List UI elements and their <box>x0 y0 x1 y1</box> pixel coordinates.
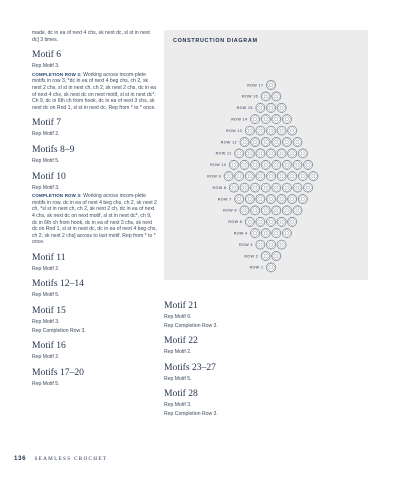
motif-icon <box>235 149 244 158</box>
row-label: ROW 6 <box>223 208 237 213</box>
section-motifs-12-14 <box>32 278 157 299</box>
motif-icon <box>282 229 291 238</box>
completion-text: Working across incom-plete motifs in row, dc in ea of next 4 beg chs, ch 2, sk next 2 ch, *sl st in next ch, ch 2, sk next 2 ch, dc in ea of next 4 chs, sk next dc on next motif, sl st in next dc*, ch 9, dc in 6th ch from hook, dc in ea of next 3 chs, sk next dc on Rnd 1, sl st in next dc, dc in ea of next 4 beg chs, ch 2, sk next 2 chs] across to last motif. Rep from * to * once. <box>32 193 157 246</box>
motif-icon <box>245 126 254 135</box>
motif-icon <box>256 194 265 203</box>
section-motif-10 <box>32 171 157 246</box>
instruction-line: Rep Motif 2. <box>32 131 60 138</box>
row-label: ROW 12 <box>220 140 237 145</box>
motif-icon <box>266 80 275 89</box>
motif-icon <box>288 126 297 135</box>
completion-row-3 <box>32 193 157 246</box>
section-title: Motif 28 <box>164 388 198 400</box>
motif-icon <box>266 149 275 158</box>
section-title: Motif 6 <box>32 49 62 61</box>
intro-text: made, dc in ea of next 4 chs, sk next dc, sl st in next dc] 3 times. <box>32 30 150 43</box>
section-title: Motif 16 <box>32 340 66 352</box>
motif-icon <box>272 115 281 124</box>
motif-icon <box>266 126 275 135</box>
row-label: ROW 15 <box>236 106 253 111</box>
motif-icon <box>266 194 275 203</box>
instruction-line: Rep Motif 3. <box>32 63 60 70</box>
motif-icon <box>240 206 249 215</box>
motif-icon <box>298 172 307 181</box>
motif-icon <box>224 172 233 181</box>
motif-icon <box>277 126 286 135</box>
row-label: ROW 16 <box>241 94 259 99</box>
motif-icon <box>282 115 291 124</box>
motif-icon <box>293 137 302 146</box>
motif-icon <box>251 206 260 215</box>
book-title: SEAMLESS CROCHET <box>34 456 108 462</box>
section-title: Motif 21 <box>164 300 198 311</box>
section-motif-16 <box>32 340 157 361</box>
section-motif-21 <box>164 300 368 329</box>
motif-icon <box>256 149 265 158</box>
completion-label: COMPLETION ROW 3: <box>32 193 82 199</box>
row-label: ROW 3 <box>239 242 253 247</box>
motif-icon <box>304 160 313 169</box>
row-label: ROW 14 <box>231 117 248 122</box>
motif-icon <box>251 115 260 124</box>
motif-icon <box>256 240 265 249</box>
diagram-canvas <box>164 30 368 280</box>
row-label: ROW 9 <box>207 174 221 179</box>
motif-icon <box>235 194 244 203</box>
instruction-line: Rep Completion Row 3. <box>32 327 86 334</box>
motif-icon <box>288 172 297 181</box>
page-footer <box>14 455 107 462</box>
section-title: Motif 22 <box>164 335 198 347</box>
motif-icon <box>282 137 291 146</box>
row-label: ROW 2 <box>244 254 259 259</box>
completion-label: COMPLETION ROW 2: <box>32 71 82 77</box>
motif-icon <box>245 194 254 203</box>
motif-icon <box>277 240 286 249</box>
section-title: Motif 10 <box>32 170 66 182</box>
instruction-line: Rep Motif 2. <box>32 354 60 361</box>
motif-icon <box>261 92 270 101</box>
motif-icon <box>272 137 281 146</box>
motif-icon <box>288 149 297 158</box>
motif-icon <box>293 160 302 169</box>
motif-icon <box>266 240 275 249</box>
motif-icon <box>272 251 281 260</box>
instruction-line: Rep Motif 3. <box>32 319 60 326</box>
motif-icon <box>277 194 286 203</box>
motif-icon <box>277 172 286 181</box>
instruction-line: Rep Motif 5. <box>32 380 60 387</box>
diagram-title: CONSTRUCTION DIAGRAM <box>173 38 258 44</box>
motif-icon <box>298 194 307 203</box>
section-title: Motifs 8–9 <box>32 143 75 155</box>
motif-icon <box>229 160 238 169</box>
right-column <box>164 294 368 420</box>
row-label: ROW 1 <box>249 265 264 270</box>
page-number: 136 <box>14 455 27 462</box>
motif-icon <box>251 229 260 238</box>
section-motif-22 <box>164 335 368 356</box>
row-label: ROW 13 <box>226 128 243 133</box>
motif-icon <box>261 251 270 260</box>
section-title: Motif 7 <box>32 117 62 129</box>
completion-row-2 <box>32 72 157 112</box>
section-motifs-17-20 <box>32 367 157 388</box>
section-motif-6 <box>32 49 157 111</box>
instruction-line: Rep Motif 5. <box>164 375 192 382</box>
motif-icon <box>272 229 281 238</box>
section-motifs-8-9 <box>32 144 157 165</box>
motif-icon <box>277 217 286 226</box>
section-title: Motifs 17–20 <box>32 366 84 378</box>
motif-icon <box>272 183 281 192</box>
motif-icon <box>235 172 244 181</box>
row-label: ROW 11 <box>215 151 232 156</box>
motif-icon <box>282 160 291 169</box>
motif-icon <box>266 263 275 272</box>
section-title: Motif 11 <box>32 251 66 263</box>
motif-icon <box>282 206 291 215</box>
row-label: ROW 4 <box>233 231 248 236</box>
motif-icon <box>261 160 270 169</box>
motif-icon <box>293 206 302 215</box>
row-label: ROW 8 <box>212 185 227 190</box>
instruction-line: Rep Completion Row 3. <box>164 410 218 417</box>
section-motif-11 <box>32 252 157 273</box>
motif-icon <box>277 149 286 158</box>
instruction-line: Rep Motif 6. <box>164 314 192 320</box>
motif-icon <box>272 160 281 169</box>
row-label: ROW 7 <box>217 197 232 202</box>
motif-icon <box>277 103 286 112</box>
motif-icon <box>251 183 260 192</box>
motif-icon <box>261 206 270 215</box>
motif-icon <box>261 183 270 192</box>
instruction-line: Rep Motif 5. <box>32 292 60 299</box>
row-label: ROW 17 <box>247 83 264 88</box>
section-motif-7 <box>32 117 157 138</box>
instruction-line: Rep Motif 5. <box>32 157 60 164</box>
motif-icon <box>245 172 254 181</box>
construction-diagram <box>164 30 368 280</box>
motif-icon <box>261 115 270 124</box>
motif-icon <box>293 183 302 192</box>
motif-icon <box>251 137 260 146</box>
motif-icon <box>288 217 297 226</box>
motif-icon <box>245 217 254 226</box>
motif-icon <box>240 183 249 192</box>
section-motif-15 <box>32 305 157 334</box>
motif-icon <box>266 217 275 226</box>
motif-icon <box>266 103 275 112</box>
motif-icon <box>282 183 291 192</box>
motif-icon <box>288 194 297 203</box>
motif-icon <box>256 103 265 112</box>
row-label: ROW 10 <box>210 163 227 168</box>
motif-icon <box>272 92 281 101</box>
completion-text: Working across incom-plete motifs in row 3, *dc in ea of next 4 beg chs, ch 2, sk next 2 chs, sl st in next ch, ch 2, sk next 2 chs, dc in ea of next 4 chs, sk next dc on next motif, sl st in next dc*. Ch 9, dc in 6th ch from hook, dc in ea of next 3 chs, sk next dc on Rnd 1, sl st in next dc. Rep from * to * once. <box>32 71 157 111</box>
motif-icon <box>261 137 270 146</box>
section-motifs-23-27 <box>164 362 368 383</box>
motif-icon <box>266 172 275 181</box>
motif-icon <box>256 172 265 181</box>
motif-icon <box>256 126 265 135</box>
motif-icon <box>240 160 249 169</box>
instruction-line: Rep Completion Row 3. <box>164 322 218 329</box>
instruction-line: Rep Motif 2. <box>164 349 192 356</box>
row-label: ROW 5 <box>228 220 243 225</box>
motif-icon <box>251 160 260 169</box>
left-column <box>32 30 157 389</box>
motif-icon <box>304 183 313 192</box>
instruction-line: Rep Motif 3. <box>164 402 192 409</box>
section-motif-28 <box>164 388 368 417</box>
section-title: Motif 15 <box>32 305 66 317</box>
motif-icon <box>240 137 249 146</box>
motif-icon <box>229 183 238 192</box>
instruction-line: Rep Motif 2. <box>32 265 60 272</box>
motif-icon <box>245 149 254 158</box>
motif-icon <box>298 149 307 158</box>
motif-icon <box>272 206 281 215</box>
section-title: Motifs 12–14 <box>32 278 84 290</box>
motif-icon <box>261 229 270 238</box>
motif-icon <box>309 172 318 181</box>
section-title: Motifs 23–27 <box>164 361 216 373</box>
motif-icon <box>256 217 265 226</box>
instruction-line: Rep Motif 3. <box>32 184 60 191</box>
